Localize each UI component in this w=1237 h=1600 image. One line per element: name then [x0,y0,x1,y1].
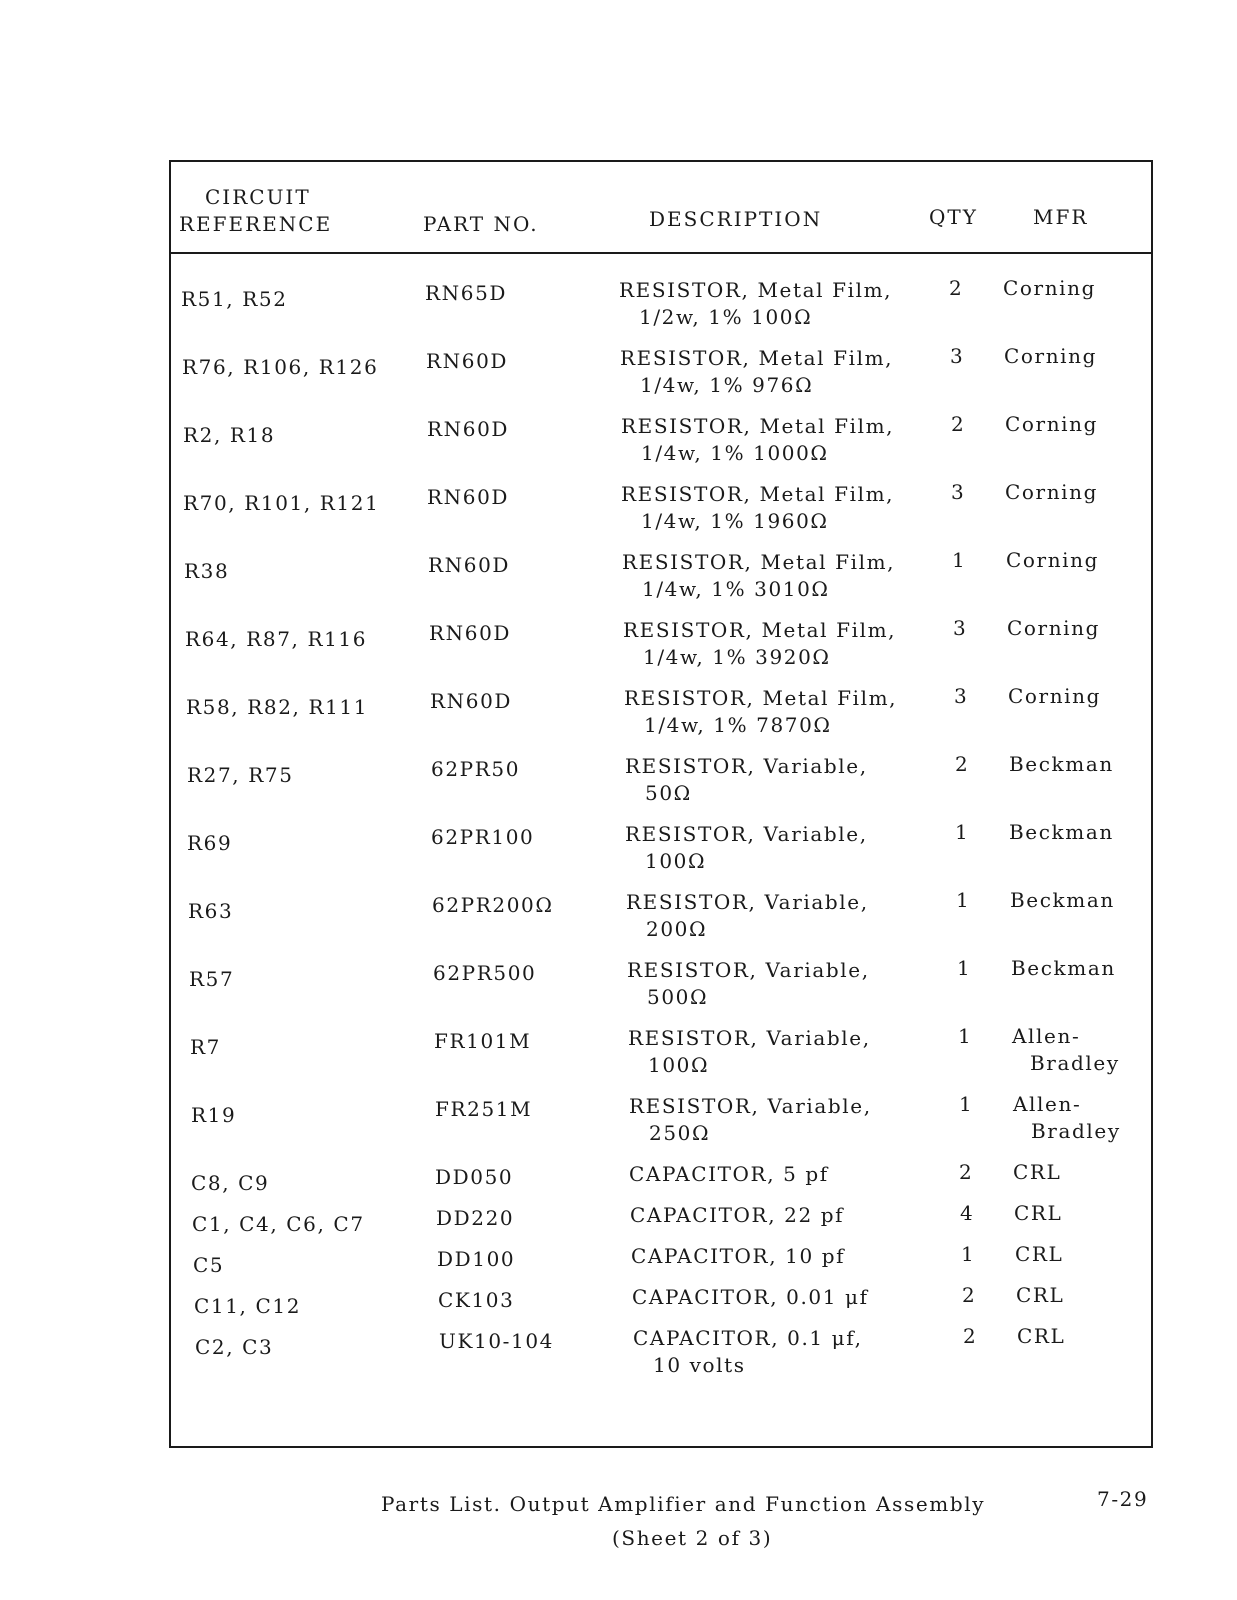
row-quantity: 2 [949,276,964,300]
row-description: RESISTOR, Variable, [625,754,868,778]
row-quantity: 3 [950,344,965,368]
row-description: RESISTOR, Variable, [627,958,870,982]
row-description: CAPACITOR, 0.1 μf, [633,1326,863,1350]
caption-sheet: (Sheet 2 of 3) [612,1526,773,1550]
header-circuit-reference-line1: CIRCUIT [205,185,311,209]
row-part-number: RN65D [425,281,508,305]
row-description: RESISTOR, Metal Film, [620,346,894,370]
row-description-detail: 1/4w, 1% 976Ω [640,373,814,397]
row-circuit-reference: R51, R52 [181,287,288,311]
row-part-number: RN60D [430,689,513,713]
row-quantity: 1 [958,1024,973,1048]
row-part-number: CK103 [438,1288,515,1312]
row-manufacturer: Corning [1003,276,1097,300]
row-description: RESISTOR, Metal Film, [622,550,896,574]
header-qty: QTY [929,205,978,229]
header-part-no: PART NO. [423,212,539,236]
row-quantity: 1 [961,1242,976,1266]
row-part-number: RN60D [427,485,510,509]
row-circuit-reference: C2, C3 [195,1335,274,1359]
parts-list-table [169,160,1153,1448]
row-description-detail: 1/2w, 1% 100Ω [639,305,813,329]
row-description-detail: 200Ω [646,917,708,941]
row-quantity: 1 [957,956,972,980]
row-manufacturer: Corning [1006,548,1100,572]
row-quantity: 3 [953,616,968,640]
row-circuit-reference: R7 [190,1035,221,1059]
row-description-detail: 1/4w, 1% 3010Ω [642,577,830,601]
row-quantity: 2 [959,1160,974,1184]
row-quantity: 1 [956,888,971,912]
row-description: RESISTOR, Variable, [626,890,869,914]
row-circuit-reference: R58, R82, R111 [186,695,369,719]
header-mfr: MFR [1033,205,1089,229]
row-manufacturer: Allen- [1012,1024,1081,1048]
row-circuit-reference: C5 [193,1253,225,1277]
row-description-detail: 500Ω [647,985,709,1009]
row-circuit-reference: R27, R75 [187,763,294,787]
row-manufacturer: Corning [1007,616,1101,640]
row-part-number: RN60D [428,553,511,577]
row-manufacturer: Beckman [1010,888,1115,912]
row-description-detail: 10 volts [653,1353,746,1377]
row-circuit-reference: R2, R18 [183,423,276,447]
row-part-number: FR251M [435,1097,533,1121]
row-description: RESISTOR, Variable, [629,1094,872,1118]
row-manufacturer: CRL [1013,1160,1062,1184]
row-circuit-reference: R57 [189,967,235,991]
row-circuit-reference: C8, C9 [191,1171,270,1195]
row-quantity: 3 [954,684,969,708]
caption-title: Parts List. Output Amplifier and Function Assembly [381,1492,986,1516]
row-description-detail: 1/4w, 1% 1000Ω [641,441,829,465]
row-manufacturer: CRL [1017,1324,1066,1348]
row-manufacturer: Corning [1004,344,1098,368]
header-circuit-reference-line2: REFERENCE [179,212,333,236]
row-quantity: 2 [955,752,970,776]
row-part-number: FR101M [434,1029,532,1053]
row-description-detail: 100Ω [645,849,707,873]
row-description: RESISTOR, Metal Film, [623,618,897,642]
row-description: CAPACITOR, 0.01 μf [632,1285,869,1309]
row-part-number: 62PR100 [431,825,535,849]
row-part-number: RN60D [427,417,510,441]
row-manufacturer: Corning [1008,684,1102,708]
row-part-number: 62PR200Ω [432,893,554,917]
row-manufacturer: CRL [1014,1201,1063,1225]
row-manufacturer-cont: Bradley [1031,1119,1121,1143]
row-description-detail: 250Ω [649,1121,711,1145]
row-circuit-reference: R64, R87, R116 [185,627,368,651]
row-circuit-reference: C1, C4, C6, C7 [192,1212,365,1236]
row-description: RESISTOR, Metal Film, [624,686,898,710]
row-description: RESISTOR, Metal Film, [621,414,895,438]
row-description-detail: 50Ω [645,781,692,805]
row-part-number: UK10-104 [439,1329,554,1353]
row-part-number: DD050 [435,1165,514,1189]
row-description: RESISTOR, Variable, [625,822,868,846]
row-manufacturer: Corning [1005,480,1099,504]
row-manufacturer: Corning [1005,412,1099,436]
row-part-number: DD100 [437,1247,516,1271]
row-circuit-reference: R76, R106, R126 [182,355,379,379]
row-description-detail: 1/4w, 1% 7870Ω [644,713,832,737]
row-description: CAPACITOR, 5 pf [629,1162,829,1186]
row-circuit-reference: R69 [187,831,233,855]
header-divider [171,252,1151,254]
row-manufacturer: CRL [1015,1242,1064,1266]
row-quantity: 1 [955,820,970,844]
row-description: CAPACITOR, 22 pf [630,1203,845,1227]
row-manufacturer: Beckman [1011,956,1116,980]
header-description: DESCRIPTION [649,207,823,231]
row-description: RESISTOR, Variable, [628,1026,871,1050]
row-manufacturer: Beckman [1009,820,1114,844]
row-manufacturer: CRL [1016,1283,1065,1307]
page-number: 7-29 [1097,1487,1149,1511]
row-quantity: 2 [951,412,966,436]
row-description-detail: 1/4w, 1% 1960Ω [641,509,829,533]
row-part-number: DD220 [436,1206,515,1230]
row-description: RESISTOR, Metal Film, [619,278,893,302]
row-part-number: 62PR50 [431,757,521,781]
row-circuit-reference: R63 [188,899,234,923]
row-quantity: 2 [962,1283,977,1307]
row-circuit-reference: R19 [191,1103,237,1127]
row-part-number: 62PR500 [433,961,537,985]
row-description-detail: 1/4w, 1% 3920Ω [643,645,831,669]
row-circuit-reference: R38 [184,559,230,583]
row-quantity: 1 [952,548,967,572]
row-circuit-reference: C11, C12 [194,1294,302,1318]
row-description: CAPACITOR, 10 pf [631,1244,846,1268]
row-description-detail: 100Ω [648,1053,710,1077]
row-description: RESISTOR, Metal Film, [621,482,895,506]
row-quantity: 2 [963,1324,978,1348]
row-part-number: RN60D [426,349,509,373]
row-quantity: 4 [960,1201,975,1225]
row-manufacturer: Allen- [1013,1092,1082,1116]
row-quantity: 1 [959,1092,974,1116]
row-circuit-reference: R70, R101, R121 [183,491,380,515]
row-manufacturer-cont: Bradley [1030,1051,1120,1075]
row-part-number: RN60D [429,621,512,645]
row-quantity: 3 [951,480,966,504]
row-manufacturer: Beckman [1009,752,1114,776]
